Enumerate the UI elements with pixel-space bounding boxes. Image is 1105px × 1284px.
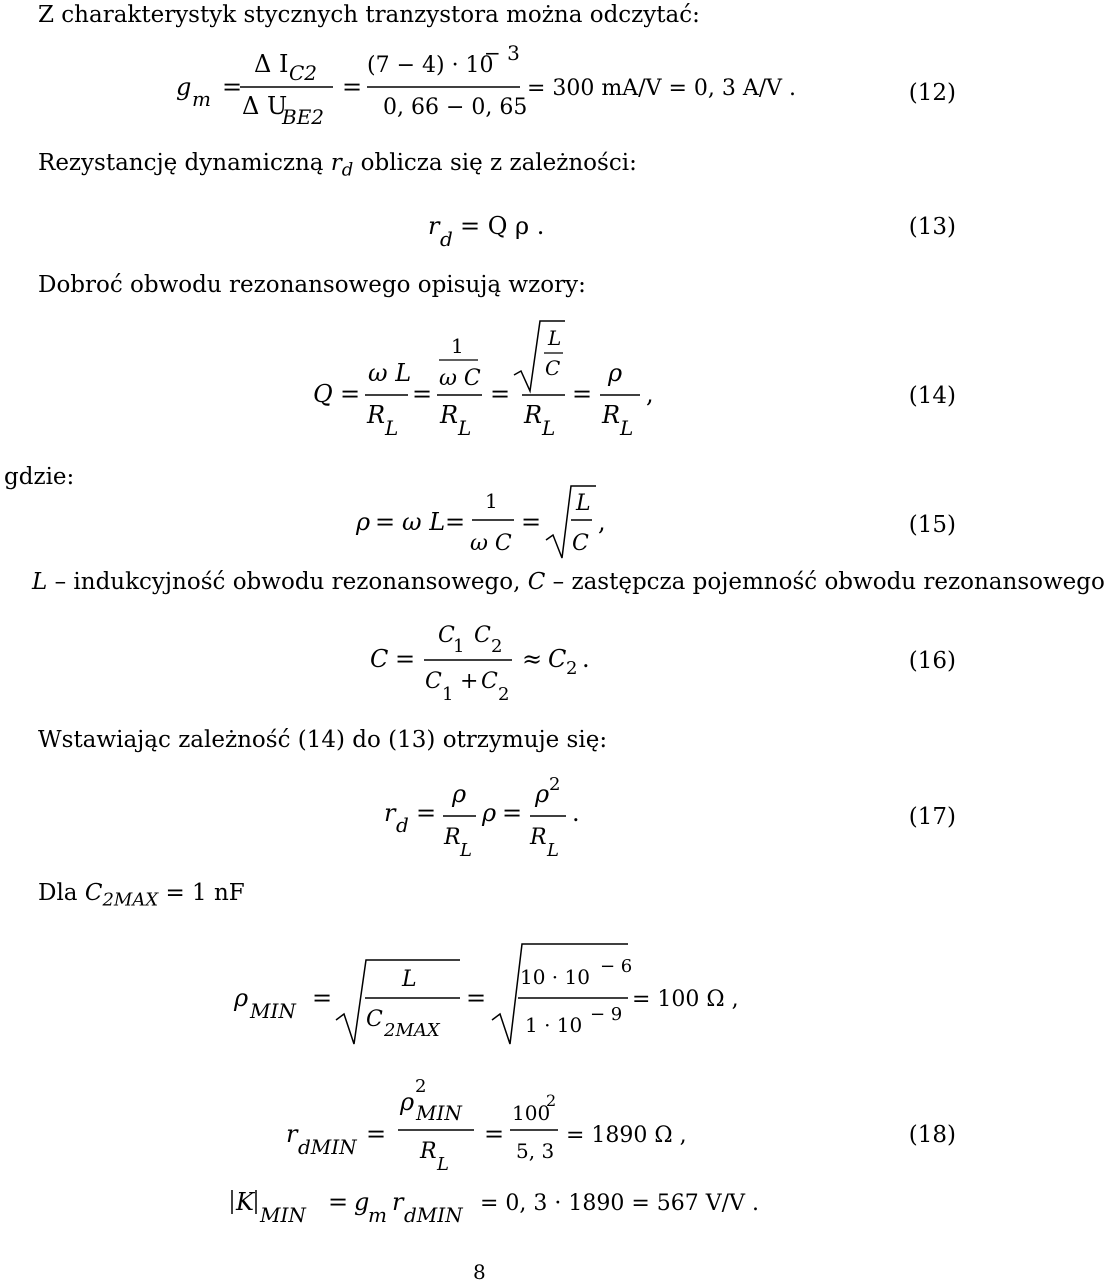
svg-text:g: g	[354, 1188, 370, 1216]
svg-text:ω C: ω C	[470, 531, 512, 556]
svg-text:=: =	[502, 799, 523, 827]
svg-text:2: 2	[546, 1091, 557, 1110]
svg-text:ρ: ρ	[452, 780, 467, 808]
svg-text:2: 2	[566, 658, 578, 679]
svg-text:1: 1	[442, 684, 454, 705]
svg-text:=: =	[416, 799, 437, 827]
svg-text:2: 2	[415, 1076, 427, 1097]
paragraph-rd-text-b: oblicza się z zależności:	[360, 150, 637, 176]
svg-text:ω L: ω L	[368, 359, 412, 387]
eq12-num: Δ I	[254, 50, 289, 78]
equation-number-14: (14)	[908, 383, 956, 409]
svg-text:L: L	[576, 491, 591, 516]
svg-text:R: R	[440, 401, 459, 429]
svg-text:2: 2	[549, 774, 561, 795]
svg-text:1: 1	[453, 636, 465, 657]
equation-number-13: (13)	[908, 214, 956, 240]
svg-text:C: C	[474, 623, 491, 648]
paragraph-gdzie: gdzie:	[4, 464, 75, 490]
equation-number-18: (18)	[908, 1122, 956, 1148]
svg-text:,: ,	[598, 508, 606, 536]
equation-number-16: (16)	[908, 648, 956, 674]
svg-text:ρ: ρ	[608, 359, 623, 387]
equation-18	[0, 1072, 960, 1182]
equation-rho-min	[0, 940, 960, 1055]
eq12-num2-exp: − 3	[484, 41, 520, 65]
paragraph-rd	[38, 152, 637, 180]
eq12-den2: 0, 66 − 0, 65	[383, 95, 528, 120]
svg-text:ρ: ρ	[400, 1088, 415, 1116]
svg-text:ρ: ρ	[535, 780, 550, 808]
svg-text:R: R	[524, 401, 543, 429]
paragraph-rd-text-a: Rezystancję dynamiczną	[38, 150, 324, 176]
svg-text:d: d	[396, 813, 409, 837]
equation-rho-min-svg	[0, 940, 960, 1055]
svg-text:2: 2	[498, 684, 510, 705]
eq-rd-min-result: = 1890 Ω ,	[566, 1123, 687, 1148]
svg-text:R: R	[530, 825, 547, 850]
eq12-lhs-sub: m	[192, 87, 211, 111]
equation-13-svg	[0, 210, 960, 250]
equation-18-svg	[0, 1072, 960, 1182]
eq12-num2: (7 − 4) · 10	[367, 53, 494, 78]
svg-text:C: C	[425, 669, 442, 694]
svg-text:=: =	[484, 1120, 505, 1148]
svg-text:=: =	[572, 380, 593, 408]
svg-text:=: =	[445, 508, 466, 536]
svg-text:+: +	[460, 669, 479, 694]
svg-text:1: 1	[451, 334, 464, 358]
eq18-val1: 100	[512, 1101, 551, 1125]
eq12-den: Δ U	[242, 92, 288, 120]
svg-text:L: L	[437, 1154, 449, 1175]
svg-text:L: L	[620, 416, 634, 440]
svg-text:MIN: MIN	[260, 1203, 306, 1227]
svg-text:d: d	[440, 227, 453, 251]
eq12-den-sub: BE2	[282, 105, 325, 129]
svg-text:2: 2	[491, 636, 503, 657]
svg-text:=: =	[366, 1120, 387, 1148]
paragraph-q: Dobroć obwodu rezonansowego opisują wzory:	[38, 272, 586, 298]
svg-text:ρ: ρ	[356, 508, 371, 536]
svg-text:L: L	[547, 840, 559, 861]
eq12-rhs: = 300 mA/V = 0, 3 A/V .	[527, 76, 797, 101]
equation-12-svg	[0, 40, 960, 130]
paragraph-l-text: indukcyjność obwodu rezonansowego,	[73, 569, 521, 595]
paragraph-l-c: L – indukcyjność obwodu rezonansowego, C – zastępcza pojemność obwodu rezonansowego	[32, 569, 1105, 595]
paragraph-intro: Z charakterystyk stycznych tranzystora można odczytać:	[38, 2, 700, 28]
svg-text:.: .	[572, 799, 580, 827]
svg-text:dMIN: dMIN	[298, 1135, 357, 1159]
eq-rho-min-result: = 100 Ω ,	[632, 987, 739, 1012]
svg-text:R: R	[367, 401, 386, 429]
equation-17-svg	[0, 768, 960, 863]
svg-text:=: =	[395, 645, 416, 673]
eq13-rhs: = Q ρ .	[460, 212, 545, 240]
svg-text:=: =	[466, 984, 487, 1012]
svg-text:Q: Q	[313, 380, 333, 408]
svg-text:=: =	[340, 380, 361, 408]
svg-text:C: C	[548, 645, 567, 673]
svg-text:1 · 10: 1 · 10	[525, 1013, 583, 1037]
svg-text:MIN: MIN	[416, 1101, 462, 1125]
eq12-num-sub: C2	[289, 61, 318, 85]
equation-16	[0, 612, 960, 707]
svg-text:C: C	[545, 356, 561, 380]
svg-text:C: C	[572, 531, 589, 556]
svg-text:=: =	[490, 380, 511, 408]
svg-text:C: C	[366, 1007, 383, 1032]
svg-text:2MAX: 2MAX	[384, 1020, 440, 1041]
svg-text:L: L	[402, 967, 417, 992]
svg-text:R: R	[602, 401, 621, 429]
equation-16-svg	[0, 612, 960, 707]
equation-13	[0, 210, 960, 250]
eq12-lhs: g	[176, 73, 192, 101]
eq-final-rhs: = 0, 3 · 1890 = 567 V/V .	[480, 1191, 759, 1216]
svg-text:C: C	[438, 623, 455, 648]
equation-12	[0, 40, 960, 130]
paragraph-c-text: zastępcza pojemność obwodu rezonansowego	[571, 569, 1105, 595]
svg-text:ρ: ρ	[234, 984, 249, 1012]
svg-text:R: R	[420, 1139, 437, 1164]
svg-text:r: r	[392, 1188, 404, 1216]
svg-text:10 · 10: 10 · 10	[520, 965, 590, 989]
equation-14	[0, 315, 960, 445]
svg-text:r: r	[286, 1120, 298, 1148]
paragraph-dla-value: = 1 nF	[165, 880, 245, 906]
svg-text:L: L	[385, 416, 399, 440]
svg-text:ω C: ω C	[439, 366, 481, 391]
svg-text:=: =	[222, 73, 243, 101]
symbol-rd: $r_d$	[330, 150, 354, 181]
equation-final	[0, 1180, 960, 1230]
equation-17	[0, 768, 960, 863]
equation-15-svg	[0, 480, 960, 570]
eq18-val2: 5, 3	[516, 1139, 555, 1163]
svg-text:=: =	[521, 508, 542, 536]
svg-text:− 9: − 9	[590, 1004, 623, 1025]
svg-text:=: =	[312, 984, 333, 1012]
svg-text:r: r	[428, 212, 440, 240]
svg-text:C: C	[481, 669, 498, 694]
equation-number-17: (17)	[908, 804, 956, 830]
svg-text:− 6: − 6	[600, 956, 633, 977]
svg-text:MIN: MIN	[250, 999, 296, 1023]
svg-text:ω L: ω L	[402, 508, 446, 536]
svg-text:L: L	[458, 416, 472, 440]
equation-14-svg	[0, 315, 960, 445]
svg-text:L: L	[460, 840, 472, 861]
svg-text:K: K	[236, 1188, 254, 1216]
paragraph-dla: Dla $C_{2MAX} = 1$ nF	[38, 880, 245, 911]
svg-text:C: C	[370, 645, 389, 673]
svg-text:=: =	[375, 508, 396, 536]
equation-number-12: (12)	[908, 80, 956, 106]
equation-15	[0, 480, 960, 570]
svg-text:=: =	[342, 73, 363, 101]
svg-text:,: ,	[646, 380, 654, 408]
svg-text:L: L	[548, 326, 562, 350]
svg-text:m: m	[368, 1203, 387, 1227]
svg-text:1: 1	[485, 489, 498, 513]
svg-text:dMIN: dMIN	[404, 1203, 463, 1227]
svg-text:=: =	[328, 1188, 349, 1216]
paragraph-substitute: Wstawiając zależność (14) do (13) otrzymuje się:	[38, 727, 608, 753]
paragraph-dla-text: Dla	[38, 880, 78, 906]
svg-text:r: r	[384, 799, 396, 827]
svg-text:ρ: ρ	[482, 799, 497, 827]
svg-text:=: =	[412, 380, 433, 408]
equation-number-15: (15)	[908, 512, 956, 538]
svg-text:L: L	[542, 416, 556, 440]
equation-final-svg	[0, 1180, 960, 1230]
svg-text:≈: ≈	[522, 645, 543, 673]
svg-text:.: .	[582, 645, 590, 673]
svg-text:R: R	[444, 825, 461, 850]
page-number: 8	[473, 1260, 486, 1284]
